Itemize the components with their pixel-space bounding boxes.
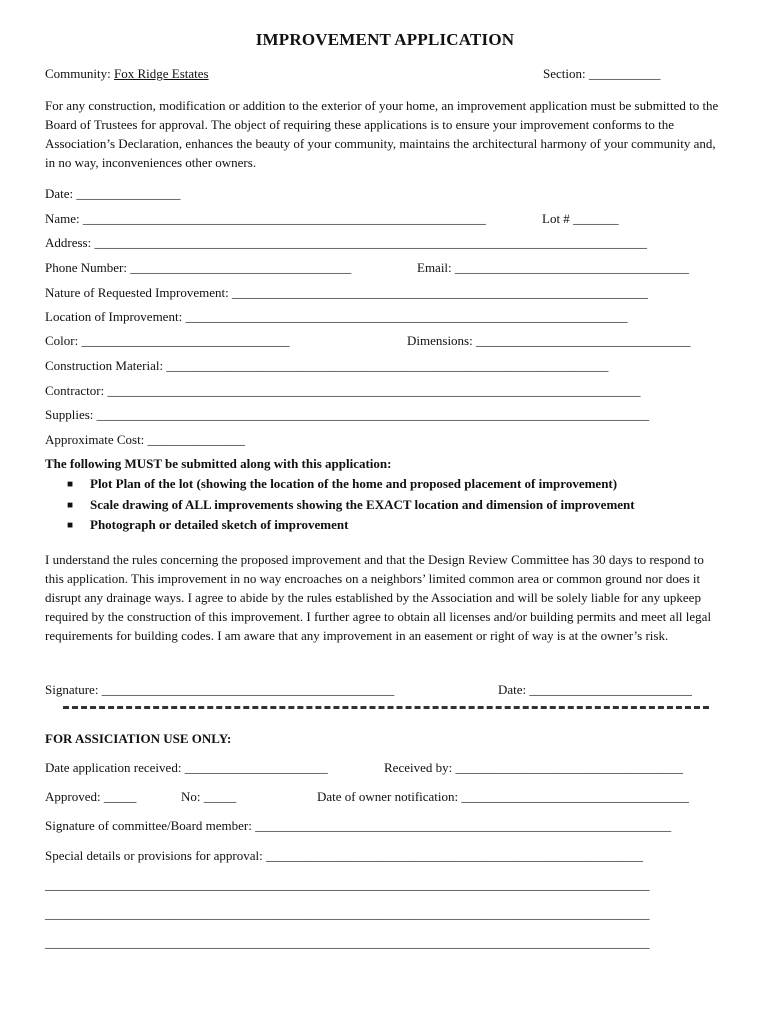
date-blank[interactable]: ________________ — [76, 186, 181, 201]
name-field — [45, 211, 486, 227]
special-provisions-field — [45, 848, 643, 864]
date-received-blank[interactable]: ______________________ — [184, 760, 328, 775]
phone-field — [45, 260, 351, 276]
section-blank[interactable]: ___________ — [588, 66, 661, 81]
location-label: Location of Improvement: — [45, 309, 183, 324]
color-blank[interactable]: ________________________________ — [81, 333, 290, 348]
name-label: Name: — [45, 211, 80, 226]
lot-blank[interactable]: _______ — [573, 211, 619, 226]
form-title: IMPROVEMENT APPLICATION — [255, 30, 515, 49]
address-blank[interactable]: _____________________________________________________________________________________ — [94, 235, 647, 250]
signature-date-field — [498, 682, 692, 698]
cost-blank[interactable]: _______________ — [147, 432, 246, 447]
list-item — [67, 474, 635, 495]
bullet-icon: ■ — [67, 520, 74, 531]
special-provisions-label: Special details or provisions for approval: — [45, 848, 263, 863]
section-label: Section: — [543, 66, 586, 81]
must-list — [67, 474, 635, 536]
color-field — [45, 333, 289, 349]
list-item-text: Plot Plan of the lot (showing the location of the home and proposed placement of improvement) — [90, 476, 618, 491]
board-signature-blank[interactable]: ________________________________________________________________ — [255, 818, 672, 833]
extra-line[interactable]: _____________________________________________________________________________________________ — [45, 877, 650, 892]
extra-line[interactable]: _____________________________________________________________________________________________ — [45, 906, 650, 921]
color-label: Color: — [45, 333, 79, 348]
supplies-field — [45, 407, 649, 423]
supplies-label: Supplies: — [45, 407, 94, 422]
special-provisions-blank[interactable]: __________________________________________________________ — [265, 848, 643, 863]
community-label: Community: — [45, 66, 111, 81]
supplies-blank[interactable]: _____________________________________________________________________________________ — [96, 407, 650, 422]
phone-label: Phone Number: — [45, 260, 127, 275]
phone-blank[interactable]: __________________________________ — [130, 260, 352, 275]
dimensions-label: Dimensions: — [407, 333, 473, 348]
association-heading: FOR ASSICIATION USE ONLY: — [45, 731, 232, 746]
board-signature-label: Signature of committee/Board member: — [45, 818, 252, 833]
no-blank[interactable]: _____ — [203, 789, 237, 804]
list-item-text: Photograph or detailed sketch of improvement — [90, 517, 349, 532]
material-label: Construction Material: — [45, 358, 164, 373]
section-row — [543, 66, 660, 82]
board-signature-field — [45, 818, 671, 834]
bullet-icon: ■ — [67, 479, 74, 490]
dimensions-blank[interactable]: _________________________________ — [475, 333, 691, 348]
notification-field — [317, 789, 689, 805]
list-item — [67, 515, 635, 536]
received-by-field — [384, 760, 683, 776]
approved-blank[interactable]: _____ — [103, 789, 137, 804]
notification-label: Date of owner notification: — [317, 789, 459, 804]
dimensions-field — [407, 333, 690, 349]
notification-blank[interactable]: ___________________________________ — [461, 789, 689, 804]
location-field — [45, 309, 627, 325]
nature-label: Nature of Requested Improvement: — [45, 285, 229, 300]
date-received-label: Date application received: — [45, 760, 182, 775]
received-by-label: Received by: — [384, 760, 453, 775]
community-value: Fox Ridge Estates — [113, 66, 209, 81]
contractor-field — [45, 383, 640, 399]
location-blank[interactable]: ____________________________________________________________________ — [185, 309, 628, 324]
approved-field — [45, 789, 136, 805]
date-label: Date: — [45, 186, 74, 201]
no-field — [181, 789, 236, 805]
email-blank[interactable]: ____________________________________ — [454, 260, 689, 275]
cut-line-divider — [63, 706, 709, 709]
signature-date-blank[interactable]: _________________________ — [529, 682, 692, 697]
signature-blank[interactable]: _____________________________________________ — [101, 682, 395, 697]
list-item — [67, 495, 635, 516]
material-field — [45, 358, 608, 374]
signature-label: Signature: — [45, 682, 99, 697]
lot-field — [542, 211, 619, 227]
community-row — [45, 66, 209, 82]
name-blank[interactable]: ______________________________________________________________ — [82, 211, 486, 226]
contractor-blank[interactable]: __________________________________________________________________________________ — [107, 383, 641, 398]
list-item-text: Scale drawing of ALL improvements showing the EXACT location and dimension of improvement — [90, 496, 635, 512]
email-label: Email: — [417, 260, 452, 275]
cost-field — [45, 432, 245, 448]
address-field — [45, 235, 647, 251]
material-blank[interactable]: ____________________________________________________________________ — [166, 358, 609, 373]
signature-date-label: Date: — [498, 682, 527, 697]
no-label: No: — [181, 789, 201, 804]
lot-label: Lot # — [542, 211, 570, 226]
intro-paragraph: For any construction, modification or addition to the exterior of your home, an improvement application must be submitted to the Board of Trustees for approval. The object of requiring these applications is to ensure your improvement conforms to the Association’s Declaration, enhances the beauty of your community, maintains the architectural harmony of your community and, in no way, inconveniences other owners. — [45, 98, 719, 170]
approved-label: Approved: — [45, 789, 101, 804]
cost-label: Approximate Cost: — [45, 432, 145, 447]
date-field — [45, 186, 180, 202]
nature-blank[interactable]: ________________________________________________________________ — [232, 285, 648, 300]
nature-field — [45, 285, 648, 301]
date-received-field — [45, 760, 328, 776]
received-by-blank[interactable]: ___________________________________ — [455, 760, 683, 775]
must-heading: The following MUST be submitted along with this application: — [45, 456, 392, 471]
extra-line[interactable]: _____________________________________________________________________________________________ — [45, 935, 650, 950]
email-field — [417, 260, 689, 276]
contractor-label: Contractor: — [45, 383, 105, 398]
address-label: Address: — [45, 235, 92, 250]
agreement-paragraph: I understand the rules concerning the proposed improvement and that the Design Review Committee has 30 days to respond to this application. This improvement in no way encroaches on a neighbors’ limited common area or common ground nor does it disrupt any drainage ways. I agree to abide by the rules established by the Association and will be solely liable for any upkeep required by the construction of this improvement. I further agree to obtain all licenses and/or building permits and meet all legal requirements for building codes. I am aware that any improvement in an easement or right of way is at the owner’s risk. — [45, 552, 712, 643]
signature-field — [45, 682, 394, 698]
bullet-icon: ■ — [67, 499, 74, 511]
